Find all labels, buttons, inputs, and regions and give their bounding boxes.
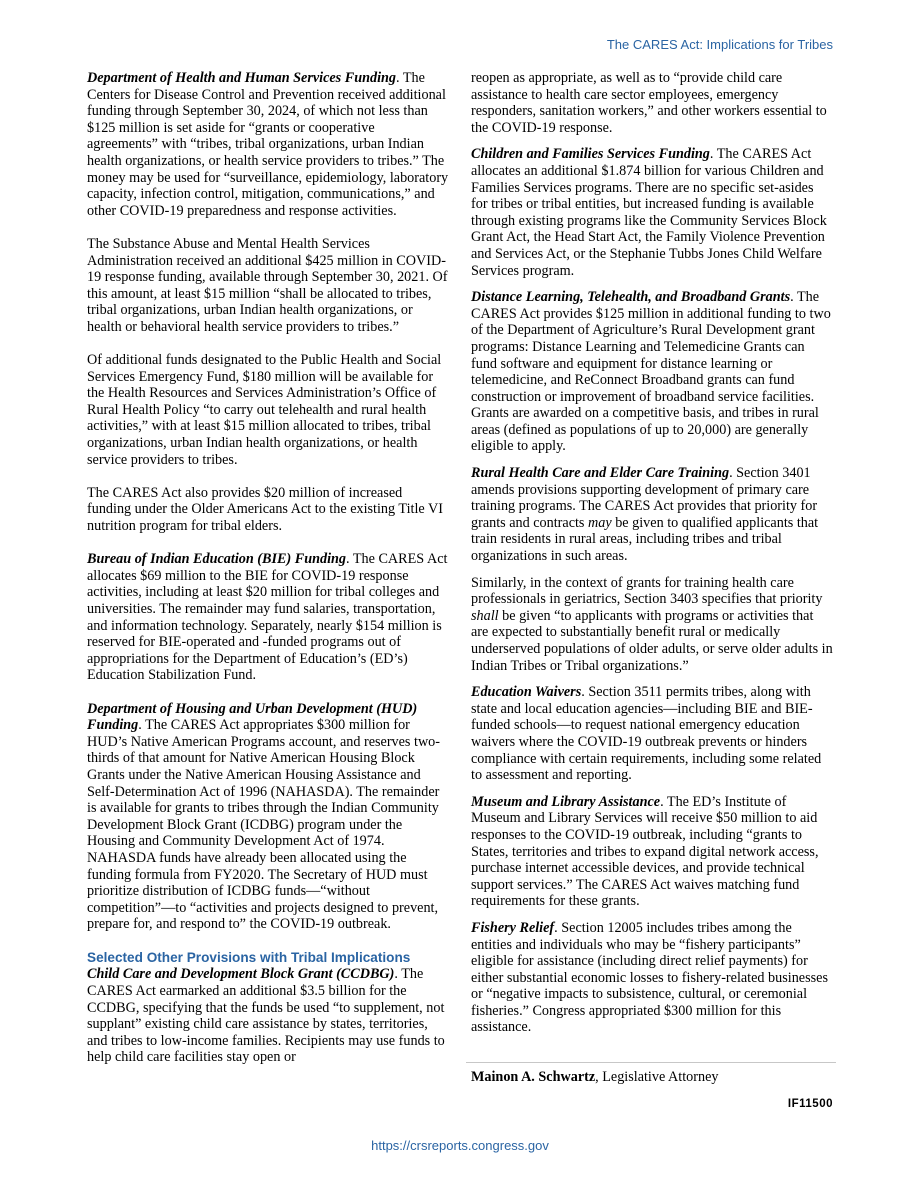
text-waivers: . Section 3511 permits tribes, along with state and local education agencies—including BIE and BIE-funded schools—to request national emergency education waivers where the COVID-19 outbreak prevents or hinders compliance with certain requirements, including some related to assessment and reporting. bbox=[471, 684, 822, 784]
text-distance: . The CARES Act provides $125 million in additional funding to two of the Department of Agriculture’s Rural Development grant programs: Distance Learning and Telemedicine Grants can fund software and equipment for distance learning or telemedicine, and ReConnect Broadband grants can fund construction or improvement of broadband service facilities. Grants are awarded on a competitive basis, and tribes in rural areas (defined as populations of up to 20,000) are generally eligible to apply. bbox=[471, 289, 831, 455]
paragraph-ccdbg-continued: reopen as appropriate, as well as to “provide child care assistance to health care sector employees, emergency responders, sanitation workers,” and other workers essential to the COVID-19 response. bbox=[471, 70, 827, 136]
paragraph-hhs bbox=[87, 70, 449, 219]
lead-hhs: Department of Health and Human Services Funding bbox=[87, 70, 397, 86]
text-rural-after: be given to qualified applicants that train residents in rural areas, including tribes and tribal organizations in such areas. bbox=[471, 514, 819, 565]
text-hud: . The CARES Act appropriates $300 million for HUD’s Native American Programs account, and reserves two-thirds of that amount for Native American Housing Block Grants under the Native American Housing Assistance and Self-Determination Act of 1996 (NAHASDA). The remainder is available for grants to tribes through the Indian Community Development Block Grant (ICDBG) program under the Housing and Community Development Act of 1974. NAHASDA funds have already been allocated using the funding formula from FY2020. The Secretary of HUD must prioritize distribution of ICDBG funds—“without competition”—to “activities and projects designed to prevent, prepare for, and respond to” the COVID-19 outbreak. bbox=[87, 717, 441, 933]
paragraph-ccdbg bbox=[87, 966, 449, 1066]
paragraph-cfs bbox=[471, 146, 833, 279]
paragraph-distance bbox=[471, 289, 833, 455]
paragraph-older-americans: The CARES Act also provides $20 million of increased funding under the Older Americans Act to the existing Title VI nutrition program for tribal elders. bbox=[87, 484, 443, 535]
lead-waivers: Education Waivers bbox=[471, 684, 582, 701]
lead-museum: Museum and Library Assistance bbox=[471, 793, 661, 810]
lead-fishery: Fishery Relief bbox=[471, 919, 555, 936]
text-museum: . The ED’s Institute of Museum and Library Services will receive $50 million to aid responses to the COVID-19 outbreak, including “grants to States, territories and tribes to expand digital network access, purchase internet accessible devices, and provide technical support services.” The CARES Act waives matching fund requirements for these grants. bbox=[471, 793, 819, 910]
text-ccdbg: . The CARES Act earmarked an additional $3.5 billion for the CCDBG, specifying that the funds be used “to supplement, not supplant” existing child care assistance by states, territories, and tribes to low-income families. Recipients may use funds to help child care facilities stay open or bbox=[87, 966, 445, 1066]
left-column bbox=[87, 70, 449, 1083]
emphasis-shall: shall bbox=[471, 607, 499, 624]
paragraph-hud bbox=[87, 701, 449, 933]
author-role: , Legislative Attorney bbox=[595, 1069, 719, 1085]
report-code: IF11500 bbox=[787, 1098, 833, 1110]
paragraph-phssef: Of additional funds designated to the Public Health and Social Services Emergency Fund, $180 million will be available for the Health Resources and Services Administration’s Office of Rural Health Policy “to carry out telehealth and rural health activities,” with at least $15 million allocated to tribes, tribal organizations, urban Indian health organizations, or health service providers to tribes. bbox=[87, 352, 442, 468]
text-hhs: . The Centers for Disease Control and Prevention received additional funding through September 30, 2024, of which not less than $125 million is set aside for “grants or cooperative agreements” with “tribes, tribal organizations, urban Indian health organizations, or health service providers to tribes.” The money may be used for “surveillance, epidemiology, laboratory capacity, infection control, mitigation, communications,” and other COVID-19 preparedness and response activities. bbox=[87, 70, 449, 219]
text-cfs: . The CARES Act allocates an additional $1.874 billion for various Children and Families Services programs. There are no specific set-asides for tribes or tribal entities, but increased funding is available through existing programs like the Community Services Block Grant Act, the Head Start Act, the Family Violence Prevention and Services Act, or the Stephanie Tubbs Jones Child Welfare Services program. bbox=[471, 146, 827, 279]
paragraph-museum bbox=[471, 794, 833, 910]
section-heading: Selected Other Provisions with Tribal Implications bbox=[87, 950, 411, 966]
paragraph-rural bbox=[471, 465, 833, 565]
author-divider bbox=[466, 1062, 836, 1063]
paragraph-fishery bbox=[471, 920, 833, 1036]
lead-ccdbg: Child Care and Development Block Grant (CCDBG) bbox=[87, 966, 395, 983]
footer-url-link[interactable]: https://crsreports.congress.gov bbox=[371, 1138, 549, 1153]
paragraph-bie bbox=[87, 551, 449, 684]
text-geriatrics-after: be given “to applicants with programs or activities that are expected to substantially benefit rural or medically underserved populations of older adults, or serve older adults in Indian Tribes or Tribal organizations.” bbox=[471, 607, 833, 674]
lead-hud: Department of Housing and Urban Development (HUD) Funding bbox=[87, 700, 418, 734]
paragraph-samhsa: The Substance Abuse and Mental Health Services Administration received an additional $425 million in COVID-19 response funding, available through September 30, 2021. Of this amount, at least $15 million “shall be allocated to tribes, tribal organizations, urban Indian health organizations, or health or behavioral health service providers to tribes.” bbox=[87, 235, 448, 335]
lead-cfs: Children and Families Services Funding bbox=[471, 146, 710, 163]
emphasis-may: may bbox=[588, 514, 612, 531]
author-name: Mainon A. Schwartz bbox=[471, 1069, 596, 1085]
lead-distance: Distance Learning, Telehealth, and Broadband Grants bbox=[471, 289, 791, 306]
right-column bbox=[471, 70, 833, 1046]
running-header: The CARES Act: Implications for Tribes bbox=[606, 37, 833, 52]
text-geriatrics-before: Similarly, in the context of grants for training health care professionals in geriatrics, Section 3403 specifies that priority bbox=[471, 574, 823, 608]
text-fishery: . Section 12005 includes tribes among the entities and individuals who may be “fishery participants” eligible for assistance (including direct relief payments) for either substantial economic losses to fishery-related businesses or “negative impacts to subsistence, cultural, or ceremonial fisheries.” Congress appropriated $300 million for this assistance. bbox=[471, 919, 828, 1036]
text-bie: . The CARES Act allocates $69 million to the BIE for COVID-19 response activities, including at least $20 million for tribal colleges and universities. The remainder may fund salaries, transportation, and information technology. Separately, nearly $154 million is reserved for BIE-operated and -funded programs out of appropriations for the Department of Education’s (ED’s) Education Stabilization Fund. bbox=[87, 551, 448, 684]
author-line bbox=[471, 1069, 833, 1086]
lead-bie: Bureau of Indian Education (BIE) Funding bbox=[87, 551, 347, 568]
lead-rural: Rural Health Care and Elder Care Training bbox=[471, 465, 730, 482]
paragraph-geriatrics bbox=[471, 575, 833, 675]
text-rural-before: . Section 3401 amends provisions supporting development of primary care training programs. The CARES Act provides that priority for grants and contracts bbox=[471, 465, 818, 531]
paragraph-waivers bbox=[471, 684, 833, 784]
